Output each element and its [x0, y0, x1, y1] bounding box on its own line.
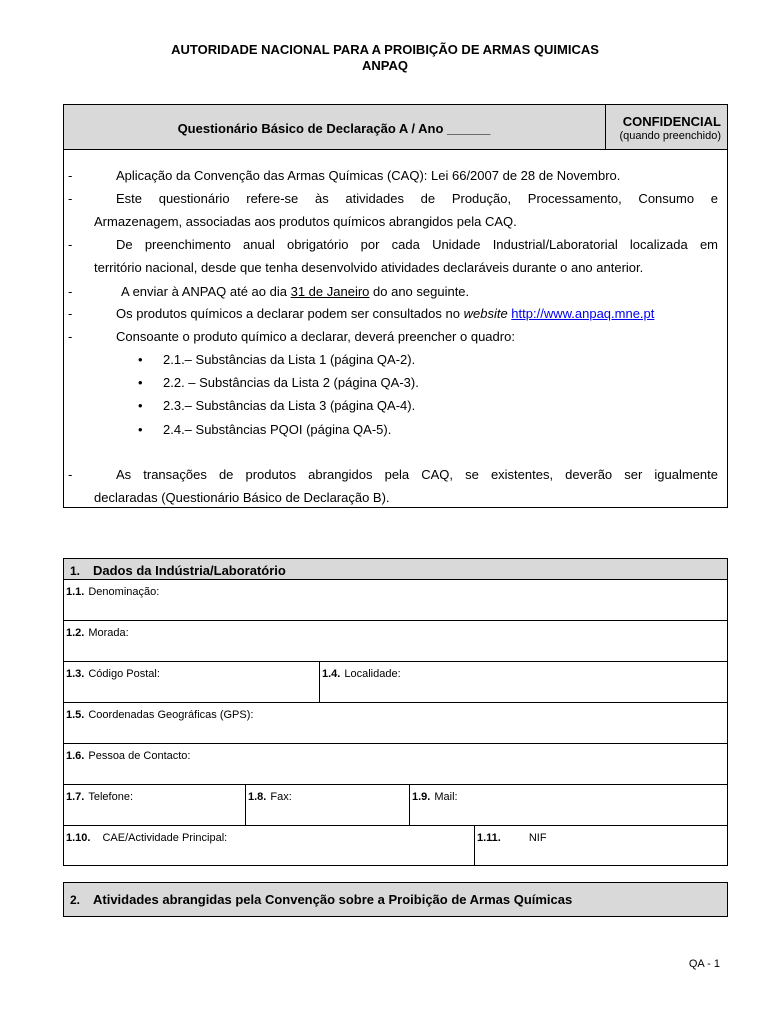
field-label: Coordenadas Geográficas (GPS): [88, 709, 254, 721]
authority-acronym: ANPAQ [362, 58, 408, 73]
list-item-annual-line1: De preenchimento anual obrigatório por cada Unidade Industrial/Laboratorial localizada em [116, 237, 718, 252]
field-number: 1.8. [248, 791, 267, 803]
row-contacts [63, 785, 728, 826]
list-item-transactions-line2: declaradas (Questionário Básico de Declaração B). [94, 490, 390, 505]
field-label: Mail: [434, 791, 458, 803]
list-item-scope-line2: Armazenagem, associadas aos produtos químicos abrangidos pela CAQ. [94, 214, 517, 229]
field-label: Código Postal: [88, 668, 160, 680]
section1-number: 1. [70, 564, 81, 578]
confidential-note: (quando preenchido) [619, 130, 721, 142]
list-dash: - [68, 306, 73, 321]
sub-item-list2: 2.2. – Substâncias da Lista 2 (página QA-3). [163, 375, 419, 390]
list-item-fill-table: Consoante o produto químico a declarar, deverá preencher o quadro: [116, 329, 515, 344]
section2-title: Atividades abrangidas pela Convenção sobre a Proibição de Armas Químicas [93, 892, 573, 907]
field-localidade[interactable] [320, 662, 727, 702]
list-item-website [116, 306, 654, 321]
list-item-transactions-line1: As transações de produtos abrangidos pela CAQ, se existentes, deverão ser igualmente [116, 467, 718, 482]
deadline-pre: A enviar à ANPAQ até ao dia [121, 284, 287, 299]
field-gps[interactable] [63, 703, 728, 744]
field-number: 1.6. [66, 750, 85, 762]
sub-item-pqoi: 2.4.– Substâncias PQOI (página QA-5). [163, 422, 392, 437]
website-pre: Os produtos químicos a declarar podem ser consultados no [116, 306, 460, 321]
section1-title: Dados da Indústria/Laboratório [93, 563, 286, 578]
field-label: Localidade: [344, 668, 401, 680]
field-cae[interactable] [64, 826, 474, 865]
deadline-post: do ano seguinte. [373, 284, 470, 299]
page-number: QA - 1 [688, 958, 720, 970]
confidential-label: CONFIDENCIAL [622, 114, 721, 129]
field-mail[interactable] [410, 785, 727, 825]
list-item-deadline [121, 284, 469, 299]
questionnaire-title: Questionário Básico de Declaração A / Ano ______ [177, 121, 491, 136]
field-nif[interactable] [475, 826, 727, 865]
field-pessoa-contacto[interactable] [63, 744, 728, 785]
field-codigo-postal[interactable] [64, 662, 319, 702]
questionnaire-header [64, 105, 727, 150]
list-item-caq-law: Aplicação da Convenção das Armas Químicas (CAQ): Lei 66/2007 de 28 de Novembro. [116, 168, 621, 183]
sub-item-list1: 2.1.– Substâncias da Lista 1 (página QA-2). [163, 352, 416, 367]
bullet-icon: • [138, 375, 143, 390]
field-label: NIF [528, 832, 547, 844]
list-dash: - [68, 284, 73, 299]
bullet-icon: • [138, 398, 143, 413]
list-dash: - [68, 191, 73, 206]
section1-header [63, 558, 728, 580]
deadline-date: 31 de Janeiro [290, 284, 370, 299]
list-item-annual-line2: território nacional, desde que tenha desenvolvido atividades declaráveis durante o ano anterior. [94, 260, 644, 275]
field-label: Fax: [270, 791, 292, 803]
field-fax[interactable] [246, 785, 409, 825]
anpaq-website-link[interactable]: http://www.anpaq.mne.pt [511, 306, 655, 321]
field-number: 1.7. [66, 791, 85, 803]
list-item-scope-line1: Este questionário refere-se às atividades de Produção, Processamento, Consumo e [116, 191, 718, 206]
website-italic: website [463, 306, 508, 321]
field-number: 1.5. [66, 709, 85, 721]
sub-item-list3: 2.3.– Substâncias da Lista 3 (página QA-4). [163, 398, 416, 413]
field-label: CAE/Actividade Principal: [102, 832, 228, 844]
list-dash: - [68, 467, 73, 482]
bullet-icon: • [138, 422, 143, 437]
field-number: 1.1. [66, 586, 85, 598]
field-number: 1.10. [66, 832, 91, 844]
list-dash: - [68, 168, 73, 183]
list-dash: - [68, 329, 73, 344]
field-number: 1.2. [66, 627, 85, 639]
field-telefone[interactable] [64, 785, 245, 825]
field-morada[interactable] [63, 621, 728, 662]
field-label: Denominação: [88, 586, 160, 598]
field-label: Telefone: [88, 791, 134, 803]
field-number: 1.9. [412, 791, 431, 803]
field-number: 1.3. [66, 668, 85, 680]
field-label: Morada: [88, 627, 129, 639]
section2-number: 2. [70, 893, 81, 907]
bullet-icon: • [138, 352, 143, 367]
row-postal-locality [63, 662, 728, 703]
field-number: 1.4. [322, 668, 341, 680]
section2-header [63, 882, 728, 917]
list-dash: - [68, 237, 73, 252]
field-denominacao[interactable] [63, 580, 728, 621]
row-cae-nif [63, 826, 728, 866]
confidential-cell [605, 105, 727, 149]
authority-name: AUTORIDADE NACIONAL PARA A PROIBIÇÃO DE ARMAS QUIMICAS [171, 42, 599, 57]
field-number: 1.11. [477, 832, 501, 844]
field-label: Pessoa de Contacto: [88, 750, 191, 762]
